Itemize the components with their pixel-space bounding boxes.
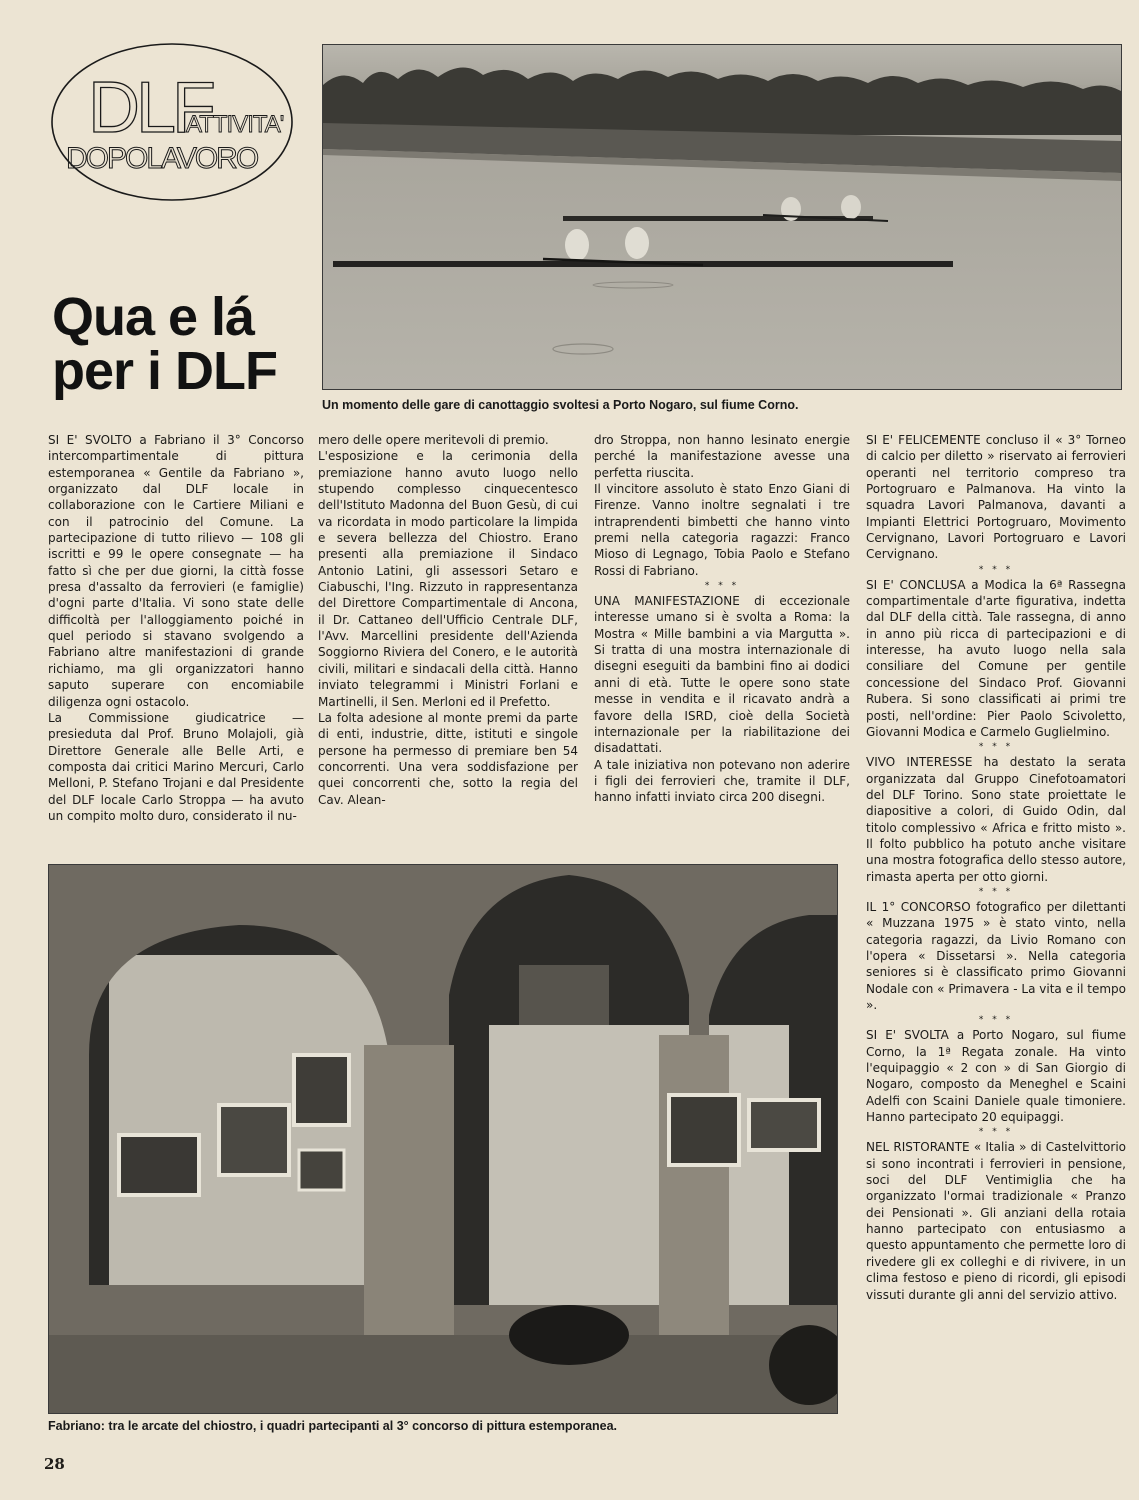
cloister-photo-caption: Fabriano: tra le arcate del chiostro, i quadri partecipanti al 3° concorso di pittura estemporanea. bbox=[48, 1419, 618, 1433]
rowing-photo-caption: Un momento delle gare di canottaggio svoltesi a Porto Nogaro, sul fiume Corno. bbox=[322, 398, 799, 412]
logo-line2: DOPOLAVORO bbox=[66, 142, 258, 175]
separator: * * * bbox=[978, 886, 1014, 897]
paragraph: mero delle opere meritevoli di premio. bbox=[318, 433, 549, 447]
separator: * * * bbox=[704, 581, 740, 592]
logo-line1: ATTIVITA' bbox=[186, 111, 284, 138]
paragraph: A tale iniziativa non potevano non aderire i figli dei ferrovieri che, tramite il DLF, hanno infatti inviato circa 200 disegni. bbox=[594, 757, 850, 805]
page-title: Qua e lá per i DLF bbox=[52, 287, 278, 401]
paragraph: L'esposizione e la cerimonia della premiazione hanno avuto luogo nello stupendo complesso cinquecentesco dell'Istituto Madonna del Buon Gesù, di cui va ricordata in modo particolare la limpida e severa bellezza del Chiostro. Erano presenti alla premiazione il Sindaco Antonio Latini, gli assessori Setaro e Ciabuschi, l'Ing. Rizzuto in rappresentanza del Direttore Compartimentale di Ancona, il Dr. Cattaneo dell'Ufficio Centrale DLF, l'Avv. Marcellini presidente dell'Azienda Soggiorno Riviera del Conero, e le autorità civili, militari e sindacali della città. Hanno inviato telegrammi i Ministri Forlani e Martinelli, il Sen. Merloni ed il Prefetto. bbox=[318, 449, 578, 709]
article-column-1 bbox=[48, 432, 304, 856]
paragraph: Il vincitore assoluto è stato Enzo Giani di Firenze. Vanno inoltre segnalati i tre intraprendenti bimbetti che hanno vinto premi nella categoria ragazzi: Franco Mioso di Legnago, Tobia Paolo e Stefano Rossi di Fabriano. bbox=[594, 482, 850, 578]
paragraph: SI E' SVOLTO a Fabriano il 3° Concorso intercompartimentale di pittura estemporanea « Gentile da Fabriano », organizzato dal DLF locale in collaborazione con le Cartiere Miliani e con il patrocinio del Comune. La partecipazione di tutto rilievo — 108 gli iscritti e 99 le opere consegnate — ha fatto sì che per due giorni, la città fosse presa d'assalto da ferrovieri (e famiglie) d'ogni parte d'Italia. Vi sono state delle difficoltà per l'alloggiamento poiché in quel periodo si stavano svolgendo a Fabriano altre manifestazioni di grande richiamo, ma gli organizzatori hanno saputo superare con encomiabile diligenza ogni ostacolo. bbox=[48, 433, 304, 709]
article-column-2 bbox=[318, 432, 578, 856]
paragraph: SI E' SVOLTA a Porto Nogaro, sul fiume Corno, la 1ª Regata zonale. Ha vinto l'equipaggio « 2 con » di San Giorgio di Nogaro, composto da Meneghel e Scaini Adelfi con Scaini Daniele quale timoniere. Hanno partecipato 20 equipaggi. bbox=[866, 1028, 1126, 1125]
separator: * * * bbox=[978, 1015, 1014, 1026]
paragraph: UNA MANIFESTAZIONE di eccezionale interesse umano si è svolta a Roma: la Mostra « Mille bambini a via Margutta ». Si tratta di una mostra internazionale di disegni eseguiti da bambini fino ai dodici anni di età. Tutte le opere sono state messe in vendita e il ricavato andrà a favore della ISRD, cioè della Società internazionale per la riabilitazione dei disadattati. bbox=[594, 594, 850, 756]
logo-letters: DLF bbox=[88, 68, 213, 148]
section-logo bbox=[48, 40, 296, 205]
rowing-photo bbox=[322, 44, 1122, 390]
paragraph: NEL RISTORANTE « Italia » di Castelvittorio si sono incontrati i ferrovieri in pensione, soci del DLF Ventimiglia che ha organizzato l'ormai tradizionale « Pranzo dei Pensionati ». Gli anziani della rotaia hanno partecipato con entusiasmo a questo appuntamento che permette loro di rivedere gli ex colleghi e di rivivere, in un clima festoso e pieno di ricordi, gli episodi vissuti durante gli anni del servizio attivo. bbox=[866, 1140, 1126, 1302]
separator: * * * bbox=[978, 564, 1014, 575]
paragraph: dro Stroppa, non hanno lesinato energie perché la manifestazione avesse una perfetta riuscita. bbox=[594, 433, 850, 480]
separator: * * * bbox=[978, 742, 1014, 753]
article-column-3 bbox=[594, 432, 850, 856]
dlf-logo-icon bbox=[48, 40, 296, 205]
rowing-photo-icon bbox=[323, 45, 1121, 389]
cloister-photo-icon bbox=[49, 865, 837, 1413]
paragraph: SI E' CONCLUSA a Modica la 6ª Rassegna compartimentale d'arte figurativa, indetta dal DLF della città. Tale rassegna, di anno in anno più ricca di partecipazioni e di interesse, ha avuto luogo nella sala consiliare del Comune per gentile concessione del Sindaco Prof. Giovanni Rubera. Si sono classificati ai primi tre posti, nell'ordine: Pier Paolo Scivoletto, Giovanni Modica e Carmelo Guglielmino. bbox=[866, 577, 1126, 739]
paragraph: La folta adesione al monte premi da parte di enti, industrie, ditte, istituti e singole persone ha permesso di premiare ben 54 concorrenti. Una vera soddisfazione per quei concorrenti che, sotto la regia del Cav. Alean- bbox=[318, 710, 578, 807]
article-column-4 bbox=[866, 432, 1126, 1444]
paragraph: La Commissione giudicatrice — presieduta dal Prof. Bruno Molajoli, già Direttore Generale alle Belle Arti, e composta dai critici Marino Mercuri, Carlo Melloni, P. Stefano Trojani e dal Presidente del DLF locale Carlo Stroppa — ha avuto un compito molto duro, considerato il nu- bbox=[48, 710, 304, 823]
separator: * * * bbox=[978, 1127, 1014, 1138]
page-number: 28 bbox=[44, 1455, 65, 1473]
paragraph: SI E' FELICEMENTE concluso il « 3° Torneo di calcio per diletto » riservato ai ferrovieri operanti nel territorio compreso tra Portogruaro e Palmanova. Ha vinto la squadra Lavori Palmanova, davanti a Impianti Elettrici Portogruaro, Movimento Cervignano, Lavori Portogruaro e Lavori Cervignano. bbox=[866, 433, 1126, 562]
paragraph: VIVO INTERESSE ha destato la serata organizzata dal Gruppo Cinefotoamatori del DLF Torino. Sono state proiettate le diapositive a colori, di Guido Odin, dal titolo complessivo « Africa e fritto misto ». Il folto pubblico ha potuto anche visitare una mostra fotografica dello stesso autore, rimasta aperta per otto giorni. bbox=[866, 755, 1126, 884]
paragraph: IL 1° CONCORSO fotografico per dilettanti « Muzzana 1975 » è stato vinto, nella categoria ragazzi, da Livio Romano con l'opera « Dissetarsi ». Nella categoria seniores si è classificato primo Giovanni Nodale con « Primavera - La vita e il tempo ». bbox=[866, 899, 1126, 1012]
cloister-exhibition-photo bbox=[48, 864, 838, 1414]
